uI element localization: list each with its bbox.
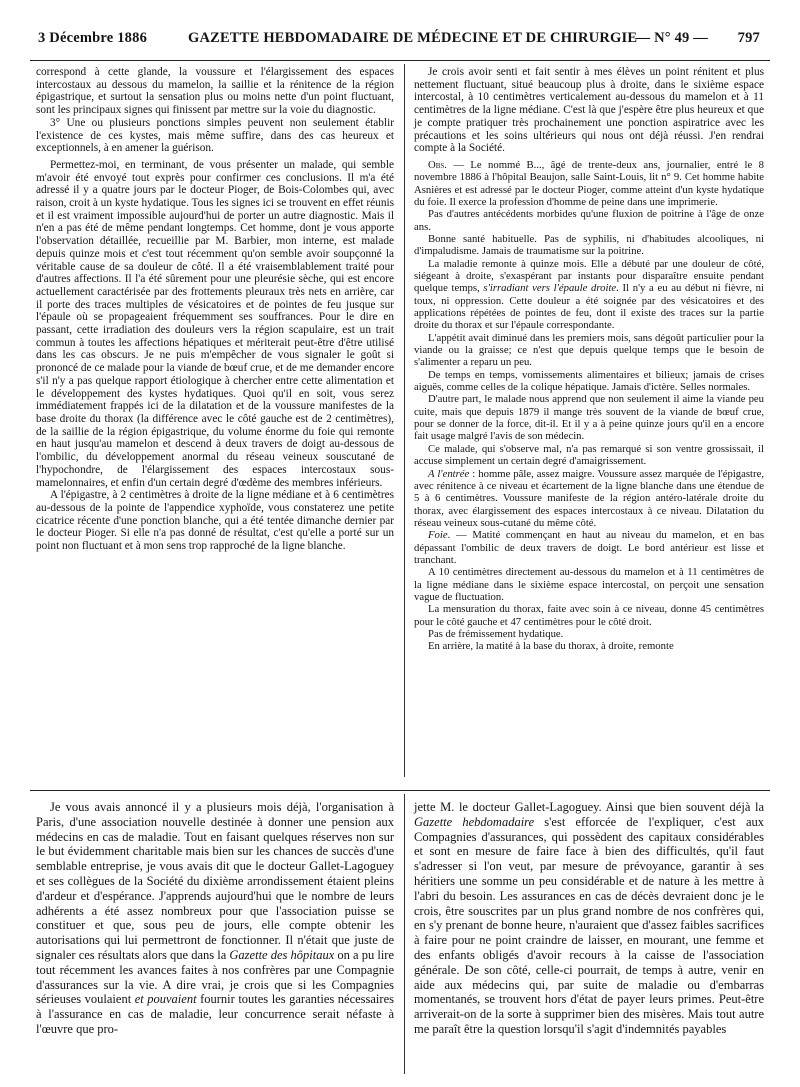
emphasis: Gazette hebdomadaire — [414, 814, 535, 829]
paragraph — [414, 800, 764, 1037]
text-run: fournir toutes les garanties nécessaires à l'assurance en cas de maladie, leur concurrence serait néfaste à l'œuvre que pro- — [36, 992, 394, 1036]
column-divider — [404, 794, 405, 1074]
paragraph — [414, 468, 764, 530]
text-run: on a pu lire tout récemment les avances faites à nos confrères par une Compagnie d'assurances sur la vie. A dire vrai, je crois que si les Compagnies sérieuses voulaient — [36, 947, 394, 1007]
observation-paragraph — [414, 159, 764, 208]
emphasis: Gazette des hôpitaux — [229, 947, 335, 962]
top-left-column — [36, 66, 394, 553]
paragraph: En arrière, la matité à la base du thorax, à droite, remonte — [428, 640, 674, 653]
paragraph: A l'épigastre, à 2 centimètres à droite de la ligne médiane et à 6 centimètres au-dessous de la pointe de l'appendice xyphoïde, vous constaterez une petite cicatrice récente d'une ponction blanche, qui a été tentée dimanche dernier par le docteur Pioger. Si elle n'a pas donné de résultat, c'est qu'elle a porté sur un point non fluctuant et à mon sens trop rapproché de la ligne blanche. — [36, 489, 394, 553]
emphasis: et pouvaient — [134, 992, 197, 1007]
paragraph: Bonne santé habituelle. Pas de syphilis, ni d'habitudes alcooliques, ni d'impaludisme. Jamais de traumatisme sur la poitrine. — [414, 232, 764, 258]
text-run: La maladie remonte à quinze mois. Elle a débuté par une douleur de côté, siégeant à droite, s'exaspérant par instants pour disparaître ensuite pendant quelque temps, — [414, 257, 764, 295]
bottom-left-column — [36, 800, 394, 1037]
observation-block — [414, 159, 764, 653]
text-run: . — Matité commençant en haut au niveau du mamelon, et en bas dépassant l'ombilic de deux travers de doigt. Le bord antérieur est lisse et tranchant. — [414, 529, 764, 566]
header-date: 3 Décembre 1886 — [38, 30, 148, 46]
page-header — [38, 30, 760, 52]
paragraph: Je crois avoir senti et fait sentir à mes élèves un point rénitent et plus nettement fluctuant, situé beaucoup plus à droite, dans le sixième espace intercostal, à 10 centimètres verticalement au-dessous du mamelon et à 11 centimètres de la ligne médiane. C'est là que j'espère être plus heureux et que je compte pratiquer très prochainement une ponction aspiratrice avec les précautions et les soins ultérieurs qui nous ont déjà réussi. J'en rendrai compte à la Société. — [414, 66, 764, 155]
paragraph: La mensuration du thorax, faite avec soin à ce niveau, donne 45 centimètres pour le côté gauche et 47 centimètres pour le côté droit. — [414, 603, 764, 628]
paragraph — [414, 529, 764, 566]
bottom-right-column — [414, 800, 764, 1037]
paragraph: L'appétit avait diminué dans les premiers mois, sans dégoût particulier pour la viande ou la graisse; ce n'est que depuis quelque temps que le besoin de s'alimenter a reparu un peu. — [414, 331, 764, 369]
paragraph: Permettez-moi, en terminant, de vous présenter un malade, qui semble m'avoir été envoyé tout exprès pour confirmer ces conclusions. Il m'a été adressé il y a quatre jours par le docteur Pioger, de Bois-Colombes qui, avec raison, croit à un kyste hydatique. Tous les signes ici se trouvent en effet réunis et il est vraiment impossible aujourd'hui de porter un autre diagnostic. Mais il n'en a pas été de même pendant longtemps. Cet homme, dont je vous apporte l'observation détaillée, recueillie par M. Barbier, mon interne, est malade depuis quinze mois et c'est tout récemment qu'on semble avoir soupçonné la véritable cause de sa douleur de côté. Il a été vraisemblablement traité pour d'autres affections. Il l'a été sûrement pour une pleurésie sèche, qui est encore actuellement caractérisée par des frottements pleuraux très nets en arrière, car il porte des traces multiples de vésicatoires et de pointes de feu jusque sur l'épaule où se propageaient fréquemment ses souffrances. Pour le dire en passant, cette irradiation des douleurs vers la région scapulaire, est un trait commun à toutes les affections hépatiques et mériterait peut-être d'être utilisé dans les cas obscurs. Je ne puis m'empêcher de vous signaler le goût si prononcé de ce malade pour la viande de bœuf crue, et de me demander encore s'il n'y a pas quelque rapport étiologique à chercher entre cette alimentation et le développement des kystes hydatiques. Quoi qu'il en soit, vous serez immédiatement frappés ici de la dilatation et de la voussure manifestes de la base droite du thorax (la différence avec le côté gauche est de 2 centimètres), de la saillie de la région épigastrique, du volume énorme du foie qui remonte en haut jusqu'au mamelon et descend à deux travers de doigt au-dessous de l'ombilic, du développement anormal du réseau veineux souscutané de l'hypochondre, de l'élargissement des espaces intercostaux sous-mamelonnaires, et enfin d'un certain degré d'œdème des membres inférieurs. — [36, 158, 394, 489]
paragraph: De temps en temps, vomissements alimentaires et bilieux; jamais de crises aiguës, comme celles de la colique hépatique. Jamais d'ictère. Selles normales. — [414, 368, 764, 394]
text-run: s'est efforcée de l'expliquer, c'est aux Compagnies d'assurances, qui possèdent des capitaux considérables et sont en mesure de faire face à bien des difficultés, qu'il faut s'adresser si l'on veut, par mesure de prévoyance, garantir à ses héritiers une somme un peu considérable et de nature à les mettre à l'abri du besoin. Les assurances en cas de décès devraient donc je le crois, être souscrites par un plus grand nombre de nos confrères qui, en s'y prenant de bonne heure, n'auraient que d'assez faibles sacrifices à faire pour ne point craindre de laisser, en mourant, une femme et des enfants obligés d'avoir recours à la caisse de l'association générale. De son côté, celle-ci pourrait, de temps à autre, venir en aide aux médecins qui, par suite de maladie ou d'embarras momentanés, se trouvent hors d'état de payer leurs primes. Peut-être arriverait-on de la sorte à supprimer bien des misères. Mais tout autre me paraît être la question lorsqu'il s'agit d'indemnités payables — [414, 814, 765, 1036]
obs-text: — Le nommé B..., âgé de trente-deux ans, journalier, entré le 8 novembre 1886 à l'hôpital Beaujon, salle Saint-Louis, lit n° 9. Cet homme habite Asnières et est adressé par le docteur Pioger, comme atteint d'un kyste hydatique du foie. Il exerce la profession d'homme de peine dans une imprimerie. — [414, 158, 764, 208]
emphasis: Foie — [428, 529, 448, 542]
text-run: . Il n'y a eu au début ni fièvre, ni toux, ni oppression. Cette douleur a été soignée par des vésicatoires et des applications répétées de pointes de feu, dont il existe des traces sur la partie droite du thorax et sur l'épaule correspondante. — [414, 282, 764, 332]
paragraph: Pas d'autres antécédents morbides qu'une fluxion de poitrine à l'âge de onze ans. — [414, 208, 764, 233]
column-divider — [404, 64, 405, 777]
emphasis: s'irradiant vers l'épaule droite — [483, 282, 617, 295]
obs-label: Obs. — [428, 158, 447, 171]
header-rule — [30, 60, 770, 61]
text-run: : homme pâle, assez maigre. Voussure assez marquée de l'épigastre, avec rénitence à ce niveau et écartement de la ligne blanche dans une étendue de 5 à 6 centimètres. Voussure manifeste de la région antéro-latérale droite du thorax, avec élargissement des espaces intercostaux à ce niveau. Dilatation du réseau veineux sous-cutané du même côté. — [414, 467, 764, 529]
paragraph: Ce malade, qui s'observe mal, n'a pas remarqué si son ventre grossissait, il accuse simplement un certain degré d'amaigrissement. — [414, 442, 764, 468]
paragraph — [414, 258, 764, 332]
top-right-column — [414, 66, 764, 653]
paragraph: Pas de frémissement hydatique. — [428, 627, 564, 640]
header-page-number: 797 — [737, 30, 760, 46]
text-run: Je vous avais annoncé il y a plusieurs mois déjà, l'organisation à Paris, d'une association nouvelle destinée à donner une pension aux médecins en cas de maladie. Tout en faisant quelques réserves non sur le but évidemment charitable mais bien sur les chances de succès d'une semblable entreprise, je vous avais dit que le docteur Gallet-Lagoguey et ses collègues de la Société du dixième arrondissement étaient pleins d'ardeur et d'espérance. J'apprends aujourd'hui que le nombre de leurs adhérents a été assez nombreux pour que l'association puisse se constituer et que, sous peu de jours, elle compte obtenir les autorisations qui lui permettront de fonctionner. Il n'était que juste de signaler ces résultats alors que dans la — [36, 800, 394, 962]
paragraph: D'autre part, le malade nous apprend que non seulement il aime la viande peu cuite, mais que depuis 1879 il mange très souvent de la viande de bœuf crue, pour se donner de la force, dit-il. Et il y a à peine quinze jours qu'il en a encore fait usage malgré l'avis de son médecin. — [414, 393, 764, 443]
paragraph: correspond à cette glande, la voussure et l'élargissement des espaces intercostaux au dessous du mamelon, la saillie et la rénitence de la région épigastrique, et surtout la sensation plus ou moins nette d'un point fluctuant, sont les principaux signes qui finissent par mettre sur la voie du diagnostic. — [36, 66, 394, 117]
text-run: jette M. le docteur Gallet-Lagoguey. Ainsi que bien souvent déjà la — [414, 800, 764, 814]
section-rule — [30, 790, 770, 791]
paragraph: A 10 centimètres directement au-dessous du mamelon et à 11 centimètres de la ligne médiane dans le sixième espace intercostal, on perçoit une sensation vague de fluctuation. — [414, 566, 764, 603]
paragraph — [36, 800, 394, 1037]
header-issue-number: — N° 49 — — [635, 30, 708, 46]
emphasis: A l'entrée — [428, 467, 470, 480]
paragraph: 3° Une ou plusieurs ponctions simples peuvent non seulement établir l'existence de ces kystes, mais même suffire, dans des cas heureux et exceptionnels, à en amener la guérison. — [36, 116, 394, 155]
header-journal-title: GAZETTE HEBDOMADAIRE DE MÉDECINE ET DE CHIRURGIE — [188, 30, 638, 46]
